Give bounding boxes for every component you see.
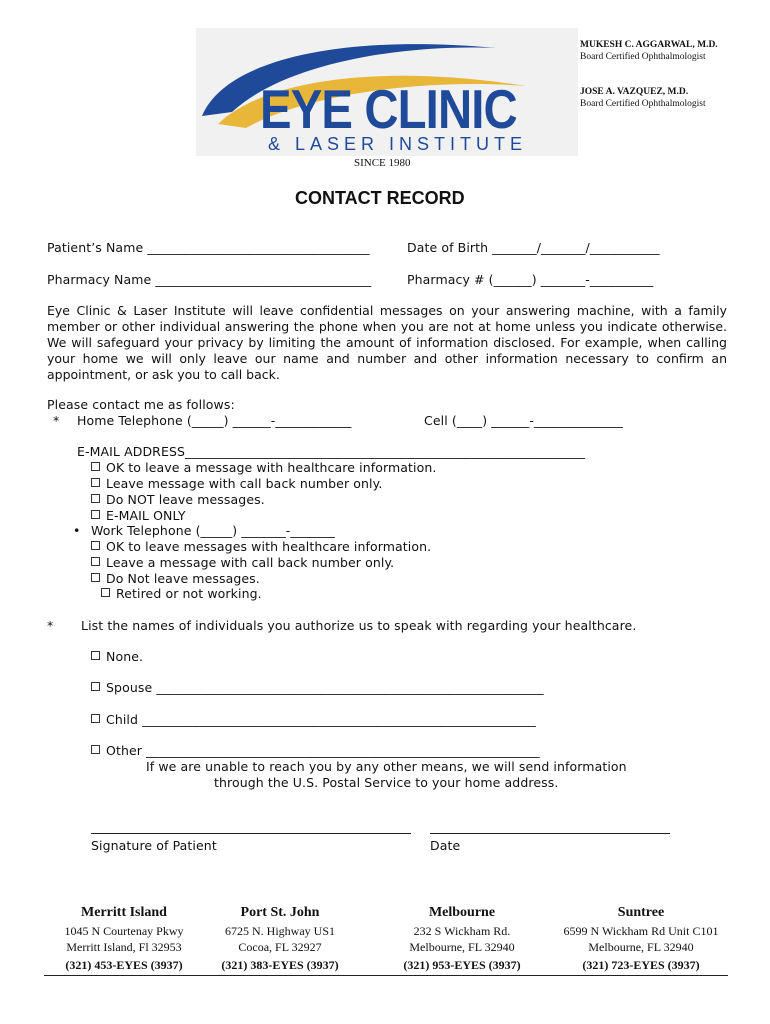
checkbox-icon[interactable] [91,745,100,754]
location-phone: (321) 383-EYES (3937) [221,958,339,972]
asterisk-marker: * [53,413,60,428]
authorize-label: List the names of individuals you authorize us to speak with regarding your healthcare. [81,618,637,633]
checkbox-icon[interactable] [91,510,100,519]
checkbox-option[interactable] [91,649,143,664]
email-field[interactable]: E-MAIL ADDRESS_______________________________________________________________ [77,444,586,459]
checkbox-label: Spouse _____________________________________________________________ [106,680,544,695]
clinic-logo [196,28,578,156]
date-line[interactable] [430,833,670,834]
checkbox-option[interactable] [91,508,186,523]
checkbox-option[interactable] [91,476,382,491]
checkbox-label: OK to leave messages with healthcare information. [106,539,432,554]
location-address: 6725 N. Highway US1 [225,924,335,938]
location-column [200,905,360,973]
checkbox-option[interactable] [91,460,436,475]
checkbox-icon[interactable] [91,478,100,487]
location-city: Port St. John [240,905,320,920]
bullet-icon: • [73,523,81,538]
checkbox-label: E-MAIL ONLY [106,508,186,523]
checkbox-label: Do NOT leave messages. [106,492,265,507]
doctor-name: MUKESH C. AGGARWAL, M.D. [580,40,718,50]
location-address: 232 S Wickham Rd. [413,924,511,938]
checkbox-label: Child ______________________________________________________________ [106,712,536,727]
home-telephone-field[interactable]: Home Telephone (_____) ______-____________ [77,413,352,428]
asterisk-marker: * [47,618,54,633]
doctor-credential: Board Certified Ophthalmologist [580,99,706,109]
location-city-state: Melbourne, FL 32940 [409,940,515,954]
checkbox-option[interactable] [91,492,265,507]
checkbox-label: None. [106,649,144,664]
checkbox-icon[interactable] [91,462,100,471]
location-city-state: Merritt Island, Fl 32953 [66,940,182,954]
checkbox-option[interactable] [91,555,394,570]
location-phone: (321) 723-EYES (3937) [582,958,700,972]
location-city: Suntree [617,905,665,920]
doctor-name: JOSE A. VAZQUEZ, M.D. [580,87,689,97]
page-title: CONTACT RECORD [295,188,465,208]
logo-subtitle: & LASER INSTITUTE [268,134,528,154]
location-address: 1045 N Courtenay Pkwy [64,924,184,938]
location-city-state: Cocoa, FL 32927 [238,940,322,954]
work-telephone-field[interactable]: Work Telephone (_____) _______-_______ [91,523,335,538]
checkbox-icon[interactable] [91,714,100,723]
checkbox-icon[interactable] [91,573,100,582]
checkbox-label: OK to leave a message with healthcare information. [106,460,437,475]
checkbox-option[interactable] [91,571,260,586]
location-city: Merritt Island [81,905,167,920]
location-column [556,905,726,973]
checkbox-label: Leave message with call back number only. [106,476,383,491]
logo-title: EYE CLINIC [260,78,517,140]
postal-note-line: through the U.S. Postal Service to your home address. [214,775,559,790]
since-text: SINCE 1980 [354,157,411,169]
date-label: Date [430,838,461,853]
location-city: Melbourne [428,905,496,920]
signature-label: Signature of Patient [91,838,217,853]
location-city-state: Melbourne, FL 32940 [588,940,694,954]
patient-name-field[interactable]: Patient’s Name ___________________________________ [47,240,370,255]
checkbox-icon[interactable] [91,494,100,503]
location-column [44,905,204,973]
checkbox-option[interactable] [91,680,544,695]
checkbox-label: Leave a message with call back number only. [106,555,395,570]
checkbox-icon[interactable] [101,588,110,597]
postal-note-line: If we are unable to reach you by any other means, we will send information [146,759,627,774]
location-phone: (321) 453-EYES (3937) [65,958,183,972]
location-column [382,905,542,973]
checkbox-icon[interactable] [91,651,100,660]
checkbox-label: Other ______________________________________________________________ [106,743,540,758]
checkbox-icon[interactable] [91,557,100,566]
checkbox-option[interactable] [91,743,540,758]
date-of-birth-field[interactable]: Date of Birth _______/_______/___________ [407,240,660,255]
checkbox-label: Do Not leave messages. [106,571,260,586]
checkbox-label: Retired or not working. [116,586,262,601]
location-phone: (321) 953-EYES (3937) [403,958,521,972]
checkbox-option[interactable] [91,539,431,554]
checkbox-icon[interactable] [91,682,100,691]
checkbox-option[interactable] [91,712,536,727]
cell-phone-field[interactable]: Cell (____) ______-______________ [424,413,623,428]
checkbox-option[interactable] [101,586,262,601]
privacy-paragraph: Eye Clinic & Laser Institute will leave confidential messages on your answering machine, with a family member or other individual answering the phone when you are not at home unless you indicate otherwise. We will safeguard your privacy by limiting the amount of information disclosed. For example, when calling your home we will only leave our name and number and other information necessary to confirm an appointment, or ask you to call back. [47,303,727,382]
footer-divider [44,975,728,976]
signature-line[interactable] [91,833,411,834]
checkbox-icon[interactable] [91,541,100,550]
location-address: 6599 N Wickham Rd Unit C101 [563,924,719,938]
pharmacy-name-field[interactable]: Pharmacy Name __________________________________ [47,272,372,287]
pharmacy-number-field[interactable]: Pharmacy # (______) _______-__________ [407,272,654,287]
doctor-credential: Board Certified Ophthalmologist [580,52,706,62]
contact-intro: Please contact me as follows: [47,397,235,412]
